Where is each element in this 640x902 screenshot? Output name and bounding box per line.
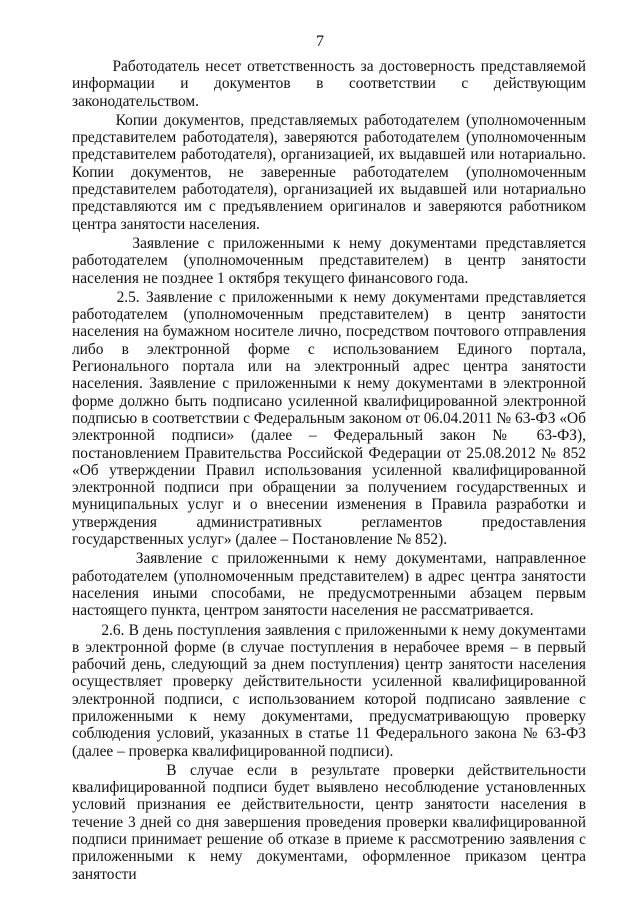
paragraph-employer-responsibility: Работодатель несет ответственность за достоверность представляемой информации и документов в соответствии с действующим законодательством. xyxy=(72,58,586,110)
page-number: 7 xyxy=(316,33,324,50)
document-body xyxy=(72,58,586,883)
paragraph-other-methods: Заявление с приложенными к нему документами, направленное работодателем (уполномоченным представителем) в адрес центра занятости населения иными способами, не предусмотренными абзацем первым настоящего пункта, центром занятости населения не рассматривается. xyxy=(72,550,586,620)
paragraph-section-2-5: 2.5. Заявление с приложенными к нему документами представляется работодателем (уполномоченным представителем) в центр занятости населения на бумажном носителе лично, посредством почтового отправления либо в электронной форме с использованием Единого портала, Регионального портала или на электронный адрес центра занятости населения. Заявление с приложенными к нему документами в электронной форме должно быть подписано усиленной квалифицированной электронной подписью в соответствии с Федеральным законом от 06.04.2011 № 63-ФЗ «Об электронной подписи» (далее – Федеральный закон № 63-ФЗ), постановлением Правительства Российской Федерации от 25.08.2012 № 852 «Об утверждении Правил использования усиленной квалифицированной электронной подписи при обращении за получением государственных и муниципальных услуг и о внесении изменения в Правила разработки и утверждения административных регламентов предоставления государственных услуг» (далее – Постановление № 852). xyxy=(72,288,586,549)
paragraph-signature-check-failure: В случае если в результате проверки действительности квалифицированной подписи будет выявлено несоблюдение установленных условий признания ее действительности, центр занятости населения в течение 3 дней со дня завершения проведения проверки квалифицированной подписи принимает решение об отказе в приеме к рассмотрению заявления с приложенными к нему документами, оформленное приказом центра занятости xyxy=(72,761,586,883)
paragraph-section-2-6: 2.6. В день поступления заявления с приложенными к нему документами в электронной форме (в случае поступления в нерабочее время – в первый рабочий день, следующий за днем поступления) центр занятости населения осуществляет проверку действительности усиленной квалифицированной электронной подписи, с использованием которой подписано заявление с приложенными к нему документами, предусматривающую проверку соблюдения условий, указанных в статье 11 Федерального закона № 63-ФЗ (далее – проверка квалифицированной подписи). xyxy=(72,621,586,760)
paragraph-application-deadline: Заявление с приложенными к нему документами представляется работодателем (уполномоченным представителем) в центр занятости населения не позднее 1 октября текущего финансового года. xyxy=(72,234,586,287)
paragraph-document-copies: Копии документов, представляемых работодателем (уполномоченным представителем работодателя), заверяются работодателем (уполномоченным представителем работодателя), организацией, их выдавшей или нотариально. Копии документов, не заверенные работодателем (уполномоченным представителем работодателя), организацией их выдавшей или нотариально представляются им с предъявлением оригиналов и заверяются работником центра занятости населения. xyxy=(72,111,586,233)
